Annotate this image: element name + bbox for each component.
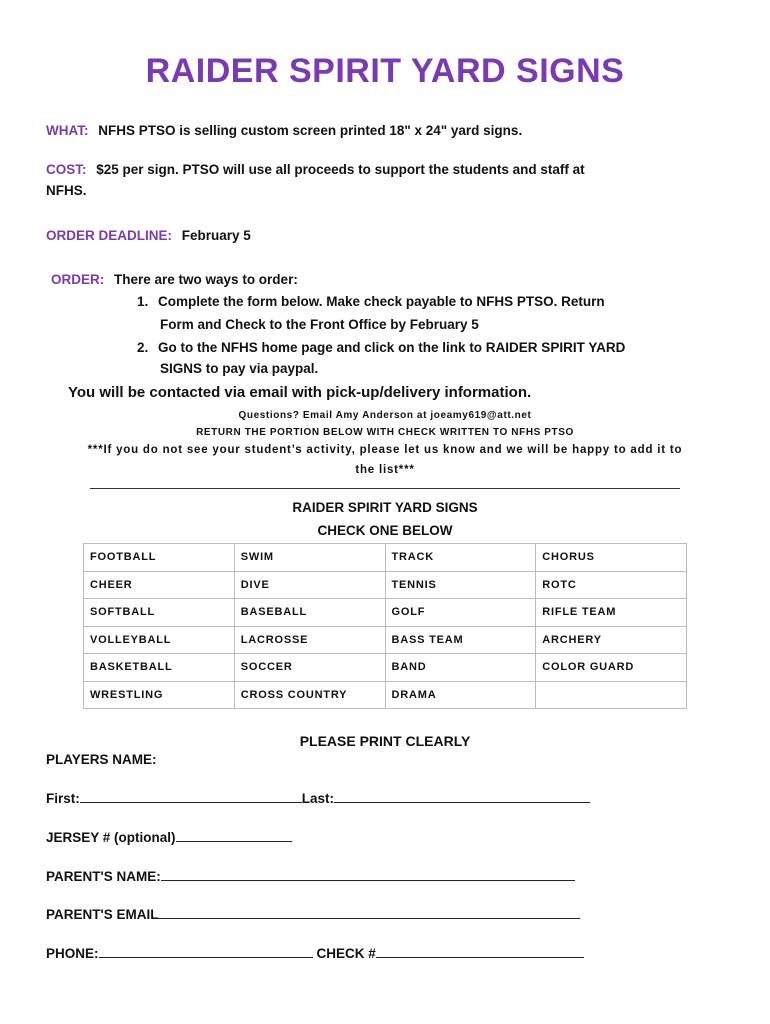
order-step-1-line2: Form and Check to the Front Office by February 5 — [160, 317, 479, 332]
first-name-label: First: — [46, 791, 80, 806]
cost-line — [46, 159, 726, 180]
questions-note: Questions? Email Amy Anderson at joeamy619@att.net — [238, 410, 532, 421]
cost-text-cont: NFHS. — [46, 183, 87, 198]
parent-name-field[interactable] — [161, 868, 575, 881]
last-name-field[interactable] — [334, 790, 590, 803]
first-name-field[interactable] — [80, 790, 302, 803]
cost-text: $25 per sign. PTSO will use all proceeds to support the students and staff at — [96, 162, 585, 177]
activity-option[interactable]: BASS TEAM — [385, 626, 536, 654]
activity-option[interactable]: DIVE — [234, 571, 385, 599]
page-title: RAIDER SPIRIT YARD SIGNS — [145, 52, 625, 90]
parent-email-field[interactable] — [158, 906, 580, 919]
order-step-2-line2: SIGNS to pay via paypal. — [160, 361, 319, 376]
order-text: There are two ways to order: — [114, 272, 298, 287]
activity-option[interactable]: WRESTLING — [84, 681, 235, 709]
jersey-row — [46, 829, 292, 845]
what-text: NFHS PTSO is selling custom screen printed 18" x 24" yard signs. — [98, 123, 523, 138]
table-row — [84, 571, 687, 599]
deadline-label: ORDER DEADLINE: — [46, 228, 173, 243]
activity-option[interactable]: GOLF — [385, 599, 536, 627]
player-name-row — [46, 790, 590, 806]
table-row — [84, 544, 687, 572]
table-row — [84, 626, 687, 654]
return-note: RETURN THE PORTION BELOW WITH CHECK WRITTEN TO NFHS PTSO — [196, 427, 574, 438]
activity-option[interactable]: VOLLEYBALL — [84, 626, 235, 654]
jersey-field[interactable] — [176, 829, 292, 842]
activity-option[interactable]: COLOR GUARD — [536, 654, 687, 682]
activity-option[interactable]: TRACK — [385, 544, 536, 572]
activity-option[interactable]: ARCHERY — [536, 626, 687, 654]
activity-option[interactable]: ROTC — [536, 571, 687, 599]
activity-option[interactable]: SOCCER — [234, 654, 385, 682]
activity-option[interactable]: BAND — [385, 654, 536, 682]
activity-option[interactable]: DRAMA — [385, 681, 536, 709]
check-one-heading: CHECK ONE BELOW — [317, 523, 453, 538]
activity-option[interactable] — [536, 681, 687, 709]
activity-option[interactable]: BASKETBALL — [84, 654, 235, 682]
order-line — [51, 269, 298, 290]
cut-line — [90, 488, 680, 489]
print-clearly-heading: PLEASE PRINT CLEARLY — [299, 733, 471, 749]
parent-name-label: PARENT'S NAME: — [46, 869, 161, 884]
activity-option[interactable]: LACROSSE — [234, 626, 385, 654]
players-name-label: PLAYERS NAME: — [46, 752, 157, 767]
parent-email-label: PARENT'S EMAIL — [46, 907, 159, 922]
activity-table — [83, 543, 687, 709]
parent-email-row — [46, 906, 580, 922]
last-name-label: Last: — [301, 791, 335, 806]
order-step-1-line1: Complete the form below. Make check payable to NFHS PTSO. Return — [158, 294, 605, 309]
order-label: ORDER: — [51, 272, 105, 287]
order-step-1-num: 1. — [137, 294, 149, 309]
activity-note: ***If you do not see your student’s activity, please let us know and we will be happy to add it to — [87, 444, 683, 456]
order-step-2-line1: Go to the NFHS home page and click on the link to RAIDER SPIRIT YARD — [158, 340, 626, 355]
activity-option[interactable]: SWIM — [234, 544, 385, 572]
deadline-text: February 5 — [181, 228, 251, 243]
check-number-label: CHECK # — [316, 946, 376, 961]
table-row — [84, 681, 687, 709]
activity-option[interactable]: CHORUS — [536, 544, 687, 572]
activity-option[interactable]: CHEER — [84, 571, 235, 599]
what-label: WHAT: — [46, 123, 89, 138]
order-step-2-num: 2. — [137, 340, 149, 355]
check-number-field[interactable] — [376, 945, 584, 958]
deadline-line — [46, 225, 251, 246]
phone-check-row — [46, 945, 584, 961]
activity-option[interactable]: FOOTBALL — [84, 544, 235, 572]
activity-option[interactable]: TENNIS — [385, 571, 536, 599]
activity-option[interactable]: RIFLE TEAM — [536, 599, 687, 627]
order-step-2 — [137, 337, 625, 358]
table-row — [84, 599, 687, 627]
activity-note-cont: the list*** — [355, 464, 415, 476]
order-step-1 — [137, 291, 605, 312]
phone-field[interactable] — [99, 945, 313, 958]
phone-label: PHONE: — [46, 946, 99, 961]
form-title: RAIDER SPIRIT YARD SIGNS — [292, 500, 478, 515]
parent-name-row — [46, 868, 575, 884]
jersey-label: JERSEY # (optional) — [46, 830, 176, 845]
table-row — [84, 654, 687, 682]
activity-option[interactable]: SOFTBALL — [84, 599, 235, 627]
cost-label: COST: — [46, 162, 87, 177]
contact-info: You will be contacted via email with pick-up/delivery information. — [68, 384, 532, 401]
activity-option[interactable]: CROSS COUNTRY — [234, 681, 385, 709]
activity-option[interactable]: BASEBALL — [234, 599, 385, 627]
what-line — [46, 120, 522, 141]
